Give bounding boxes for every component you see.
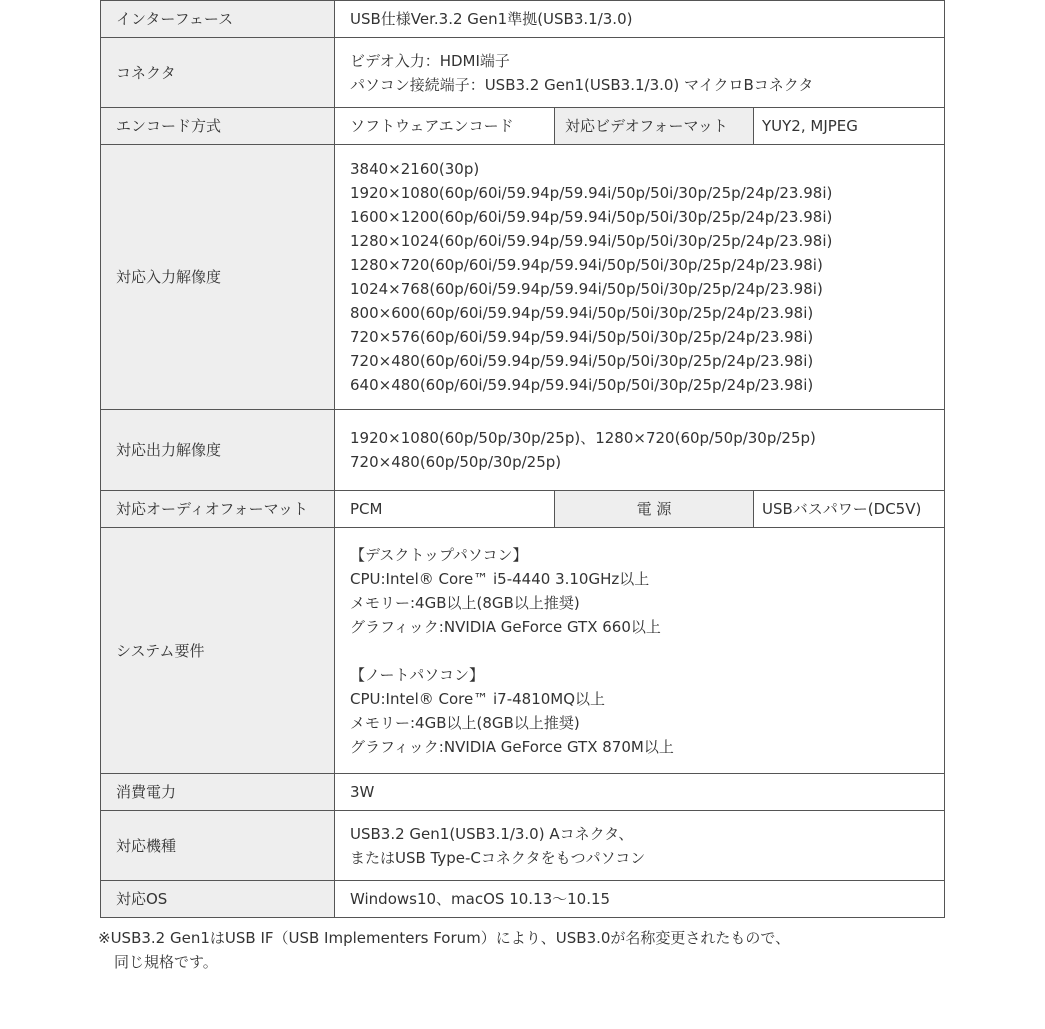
value-encode: ソフトウェアエンコード xyxy=(335,108,555,145)
row-encode xyxy=(101,108,945,145)
row-audio xyxy=(101,491,945,528)
label-interface: インターフェース xyxy=(101,1,335,38)
label-output-resolution: 対応出力解像度 xyxy=(101,410,335,491)
output-line: 1920×1080(60p/50p/30p/25p)、1280×720(60p/50p/30p/25p) xyxy=(350,429,816,447)
value-system xyxy=(335,528,945,774)
connector-line: パソコン接続端子：USB3.2 Gen1(USB3.1/3.0) マイクロBコネクタ xyxy=(350,75,814,94)
value-models xyxy=(335,811,945,881)
resolution-line: 1280×720(60p/60i/59.94p/59.94i/50p/50i/30p/25p/24p/23.98i) xyxy=(350,256,823,274)
system-line: メモリー:4GB以上(8GB以上推奨) xyxy=(350,593,580,612)
resolution-line: 1024×768(60p/60i/59.94p/59.94i/50p/50i/30p/25p/24p/23.98i) xyxy=(350,280,823,298)
value-os: Windows10、macOS 10.13～10.15 xyxy=(335,881,945,918)
value-video-format: YUY2, MJPEG xyxy=(754,108,945,145)
label-system: システム要件 xyxy=(101,528,335,774)
resolution-line: 3840×2160(30p) xyxy=(350,160,480,178)
row-interface xyxy=(101,1,945,38)
system-line: グラフィック:NVIDIA GeForce GTX 660以上 xyxy=(350,617,661,636)
row-power xyxy=(101,774,945,811)
resolution-line: 1920×1080(60p/60i/59.94p/59.94i/50p/50i/30p/25p/24p/23.98i) xyxy=(350,184,833,202)
value-power: 3W xyxy=(335,774,945,811)
label-power-source: 電 源 xyxy=(555,491,754,528)
resolution-line: 1280×1024(60p/60i/59.94p/59.94i/50p/50i/30p/25p/24p/23.98i) xyxy=(350,232,833,250)
system-line: メモリー:4GB以上(8GB以上推奨) xyxy=(350,713,580,732)
row-connector xyxy=(101,38,945,108)
label-connector: コネクタ xyxy=(101,38,335,108)
footnote xyxy=(98,926,958,974)
label-models: 対応機種 xyxy=(101,811,335,881)
system-notebook-heading: 【ノートパソコン】 xyxy=(350,665,484,684)
system-desktop-heading: 【デスクトップパソコン】 xyxy=(350,545,528,564)
models-line: またはUSB Type-Cコネクタをもつパソコン xyxy=(350,848,646,867)
row-system xyxy=(101,528,945,774)
value-connector xyxy=(335,38,945,108)
resolution-line: 720×576(60p/60i/59.94p/59.94i/50p/50i/30p/25p/24p/23.98i) xyxy=(350,328,814,346)
connector-line: ビデオ入力：HDMI端子 xyxy=(350,51,510,70)
system-line: グラフィック:NVIDIA GeForce GTX 870M以上 xyxy=(350,737,674,756)
row-output-resolution xyxy=(101,410,945,491)
output-line: 720×480(60p/50p/30p/25p) xyxy=(350,453,562,471)
value-output-resolution xyxy=(335,410,945,491)
system-line: CPU:Intel® Core™ i7-4810MQ以上 xyxy=(350,689,606,708)
row-input-resolution xyxy=(101,145,945,410)
spacer xyxy=(350,639,929,663)
value-interface: USB仕様Ver.3.2 Gen1準拠(USB3.1/3.0) xyxy=(335,1,945,38)
value-power-source: USBバスパワー(DC5V) xyxy=(754,491,945,528)
row-os xyxy=(101,881,945,918)
value-audio: PCM xyxy=(335,491,555,528)
resolution-line: 800×600(60p/60i/59.94p/59.94i/50p/50i/30p/25p/24p/23.98i) xyxy=(350,304,814,322)
models-line: USB3.2 Gen1(USB3.1/3.0) Aコネクタ、 xyxy=(350,824,634,843)
value-input-resolution xyxy=(335,145,945,410)
system-line: CPU:Intel® Core™ i5-4440 3.10GHz以上 xyxy=(350,569,650,588)
label-audio: 対応オーディオフォーマット xyxy=(101,491,335,528)
label-os: 対応OS xyxy=(101,881,335,918)
row-models xyxy=(101,811,945,881)
footnote-line: 同じ規格です。 xyxy=(114,953,218,971)
resolution-line: 640×480(60p/60i/59.94p/59.94i/50p/50i/30p/25p/24p/23.98i) xyxy=(350,376,814,394)
label-encode: エンコード方式 xyxy=(101,108,335,145)
label-power: 消費電力 xyxy=(101,774,335,811)
footnote-line: ※USB3.2 Gen1はUSB IF（USB Implementers Forum）により、USB3.0が名称変更されたもので、 xyxy=(98,929,791,947)
resolution-line: 1600×1200(60p/60i/59.94p/59.94i/50p/50i/30p/25p/24p/23.98i) xyxy=(350,208,833,226)
spec-table xyxy=(100,0,945,918)
label-video-format: 対応ビデオフォーマット xyxy=(555,108,754,145)
resolution-line: 720×480(60p/60i/59.94p/59.94i/50p/50i/30p/25p/24p/23.98i) xyxy=(350,352,814,370)
label-input-resolution: 対応入力解像度 xyxy=(101,145,335,410)
